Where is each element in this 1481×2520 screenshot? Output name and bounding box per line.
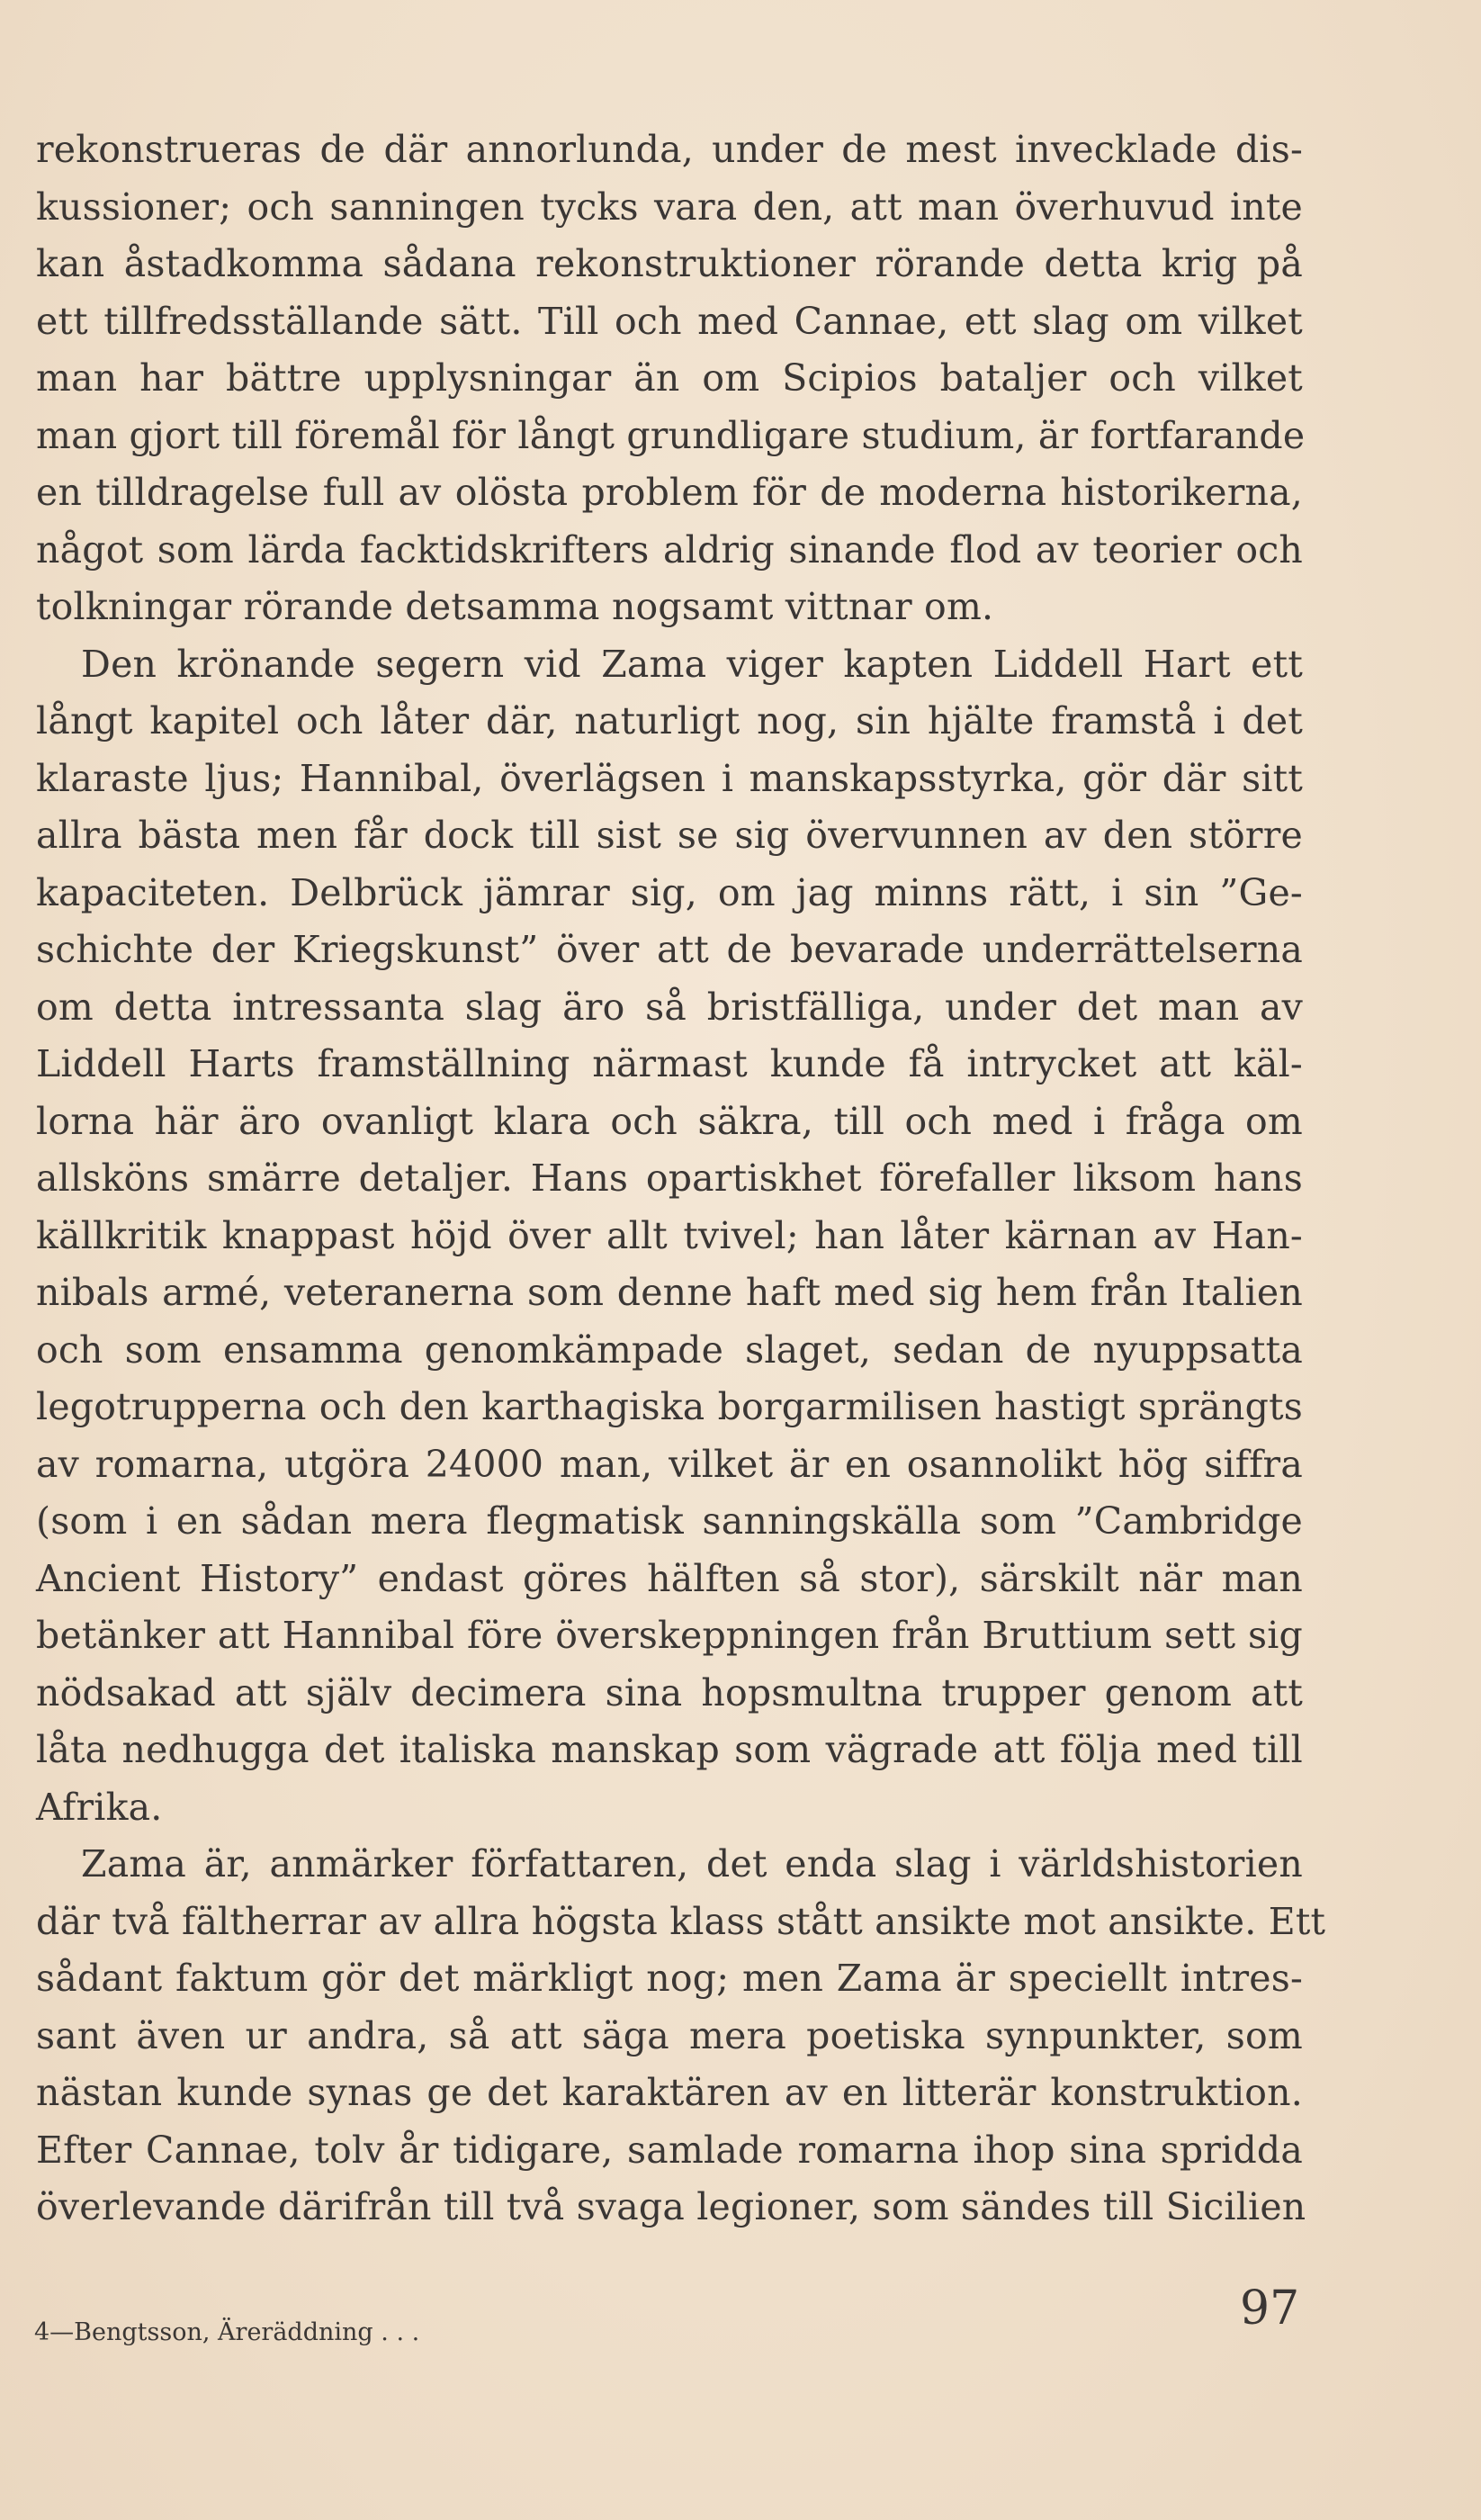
text-line: Zama är, anmärker författaren, det enda slag i världshistorien [81,1842,1303,1886]
text-line: Den krönande segern vid Zama viger kapten Liddell Hart ett [81,642,1303,686]
text-line: sant även ur andra, så att säga mera poetiska synpunkter, som [36,2013,1303,2057]
text-line: allsköns smärre detaljer. Hans opartiskhet förefaller liksom hans [36,1156,1303,1200]
text-line: nibals armé, veteranerna som denne haft med sig hem från Italien [36,1271,1303,1314]
text-line: överlevande därifrån till två svaga legioner, som sändes till Sicilien [36,2185,1306,2228]
text-line: Afrika. [36,1785,163,1829]
text-line: lorna här äro ovanligt klara och säkra, till och med i fråga om [36,1099,1303,1143]
text-line: om detta intressanta slag äro så bristfälliga, under det man av [36,985,1303,1029]
text-line: kan åstadkomma sådana rekonstruktioner rörande detta krig på [36,242,1303,285]
text-line: man gjort till föremål för långt grundligare studium, är fortfarande [36,413,1306,457]
text-line: tolkningar rörande detsamma nogsamt vittnar om. [36,585,994,628]
page-number: 97 [1240,2282,1300,2336]
text-line: nödsakad att själv decimera sina hopsmultna trupper genom att [36,1670,1303,1714]
text-line: betänker att Hannibal före överskeppningen från Bruttium sett sig [36,1614,1303,1657]
text-line: kapaciteten. Delbrück jämrar sig, om jag minns rätt, i sin ”Ge- [36,870,1303,914]
text-line: nästan kunde synas ge det karaktären av en litterär konstruktion. [36,2071,1303,2114]
text-line: legotrupperna och den karthagiska borgarmilisen hastigt sprängts [36,1385,1303,1428]
text-line: där två fältherrar av allra högsta klass stått ansikte mot ansikte. Ett [36,1899,1326,1943]
text-line: klaraste ljus; Hannibal, överlägsen i manskapsstyrka, gör där sitt [36,756,1303,800]
text-line: långt kapitel och låter där, naturligt nog, sin hjälte framstå i det [36,699,1303,742]
text-line: rekonstrueras de där annorlunda, under de mest invecklade dis- [36,128,1303,171]
text-line: något som lärda facktidskrifters aldrig sinande flod av teorier och [36,527,1303,572]
text-line: låta nedhugga det italiska manskap som vägrade att följa med till [36,1728,1303,1771]
text-line: sådant faktum gör det märkligt nog; men Zama är speciellt intres- [36,1957,1303,2000]
text-line: (som i en sådan mera flegmatisk sanningskälla som ”Cambridge [36,1499,1303,1543]
text-line: ett tillfredsställande sätt. Till och med Cannae, ett slag om vilket [36,299,1303,343]
text-line: och som ensamma genomkämpade slaget, sedan de nyuppsatta [36,1328,1303,1372]
text-line: Ancient History” endast göres hälften så stor), särskilt när man [36,1556,1303,1600]
body-text [36,122,1326,2236]
text-line: schichte der Kriegskunst” över att de bevarade underrättelserna [36,928,1303,971]
text-line: kussioner; och sanningen tycks vara den, att man överhuvud inte [36,184,1303,229]
signature-mark: 4—Bengtsson, Äreräddning . . . [34,2318,420,2346]
text-line: av romarna, utgöra 24000 man, vilket är en osannolikt hög siffra [36,1442,1303,1486]
text-line: en tilldragelse full av olösta problem för de moderna historikerna, [36,471,1303,514]
text-line: Liddell Harts framställning närmast kunde få intrycket att käl- [36,1042,1303,1085]
text-line: allra bästa men får dock till sist se sig övervunnen av den större [36,814,1303,857]
text-line: källkritik knappast höjd över allt tvivel; han låter kärnan av Han- [36,1213,1303,1257]
text-line: Efter Cannae, tolv år tidigare, samlade romarna ihop sina spridda [36,2128,1303,2172]
text-line: man har bättre upplysningar än om Scipios bataljer och vilket [36,356,1303,400]
